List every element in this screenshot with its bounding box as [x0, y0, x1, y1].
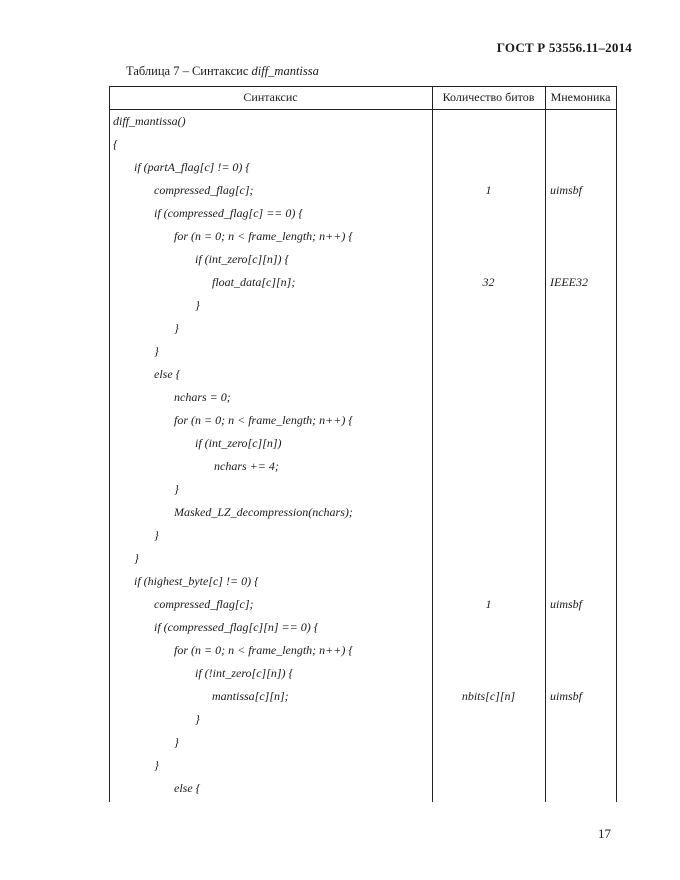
syntax-cell: }: [134, 551, 139, 565]
table-row: [109, 248, 617, 271]
syntax-cell: for (n = 0; n < frame_length; n++) {: [174, 229, 354, 243]
bits-cell: 1: [485, 183, 492, 197]
table-row: [109, 662, 617, 685]
syntax-cell: if (compressed_flag[c] == 0) {: [154, 206, 304, 220]
table-row: [109, 547, 617, 570]
syntax-cell: }: [195, 712, 200, 726]
syntax-cell: else {: [154, 367, 181, 381]
table-row: [109, 386, 617, 409]
bits-cell: 32: [482, 275, 495, 289]
table-row: [109, 133, 617, 156]
table-caption-name: diff_mantissa: [251, 64, 319, 78]
page-number: 17: [598, 826, 611, 841]
table-row: [109, 409, 617, 432]
table-row: [109, 432, 617, 455]
syntax-cell: if (partA_flag[c] != 0) {: [134, 160, 251, 174]
syntax-cell: else {: [174, 781, 201, 795]
syntax-cell: nchars += 4;: [214, 459, 279, 473]
table-row: [109, 271, 617, 294]
document-code: ГОСТ Р 53556.11–2014: [496, 40, 632, 55]
mnemonic-cell: IEEE32: [550, 275, 588, 289]
syntax-cell: mantissa[c][n];: [212, 689, 289, 703]
table-row: [109, 685, 617, 708]
mnemonic-cell: uimsbf: [550, 183, 583, 197]
table-row: [109, 455, 617, 478]
syntax-cell: }: [174, 321, 179, 335]
syntax-cell: compressed_flag[c];: [154, 597, 254, 611]
syntax-cell: for (n = 0; n < frame_length; n++) {: [174, 413, 354, 427]
syntax-cell: for (n = 0; n < frame_length; n++) {: [174, 643, 354, 657]
table-row: [109, 110, 617, 133]
syntax-cell: }: [195, 298, 200, 312]
syntax-cell: if (int_zero[c][n]) {: [195, 252, 290, 266]
table-caption: [126, 64, 319, 79]
syntax-cell: if (highest_byte[c] != 0) {: [134, 574, 259, 588]
table-row: [109, 363, 617, 386]
table-row: [109, 317, 617, 340]
syntax-cell: diff_mantissa(): [113, 114, 186, 128]
syntax-cell: }: [174, 735, 179, 749]
syntax-cell: }: [174, 482, 179, 496]
syntax-cell: compressed_flag[c];: [154, 183, 254, 197]
table-row: [109, 570, 617, 593]
mnemonic-cell: uimsbf: [550, 689, 583, 703]
table-row: [109, 616, 617, 639]
table-row: [109, 202, 617, 225]
mnemonic-cell: uimsbf: [550, 597, 583, 611]
bits-cell: nbits[c][n]: [461, 689, 516, 703]
syntax-cell: nchars = 0;: [174, 390, 231, 404]
table-row: [109, 524, 617, 547]
table-row: [109, 777, 617, 800]
table-row: [109, 754, 617, 777]
syntax-table: [109, 86, 617, 802]
table-row: [109, 478, 617, 501]
bits-cell: 1: [485, 597, 492, 611]
syntax-cell: {: [113, 137, 118, 151]
syntax-cell: }: [154, 344, 159, 358]
table-row: [109, 340, 617, 363]
table-row: [109, 593, 617, 616]
table-row: [109, 156, 617, 179]
table-row: [109, 639, 617, 662]
table-row: [109, 731, 617, 754]
table-row: [109, 294, 617, 317]
column-header-bits: Количество битов: [442, 90, 535, 104]
table-row: [109, 708, 617, 731]
table-row: [109, 501, 617, 524]
table-row: [109, 179, 617, 202]
syntax-cell: if (compressed_flag[c][n] == 0) {: [154, 620, 319, 634]
syntax-cell: }: [154, 758, 159, 772]
column-header-mnemonic: Мнемоника: [550, 90, 611, 104]
column-header-syntax: Синтаксис: [243, 90, 298, 104]
table-body: [109, 110, 617, 800]
syntax-cell: if (!int_zero[c][n]) {: [195, 666, 294, 680]
syntax-cell: Masked_LZ_decompression(nchars);: [174, 505, 353, 519]
table-caption-prefix: Таблица 7 – Синтаксис: [126, 64, 252, 78]
syntax-cell: if (int_zero[c][n]): [195, 436, 282, 450]
table-row: [109, 225, 617, 248]
syntax-cell: float_data[c][n];: [212, 275, 296, 289]
syntax-cell: }: [154, 528, 159, 542]
